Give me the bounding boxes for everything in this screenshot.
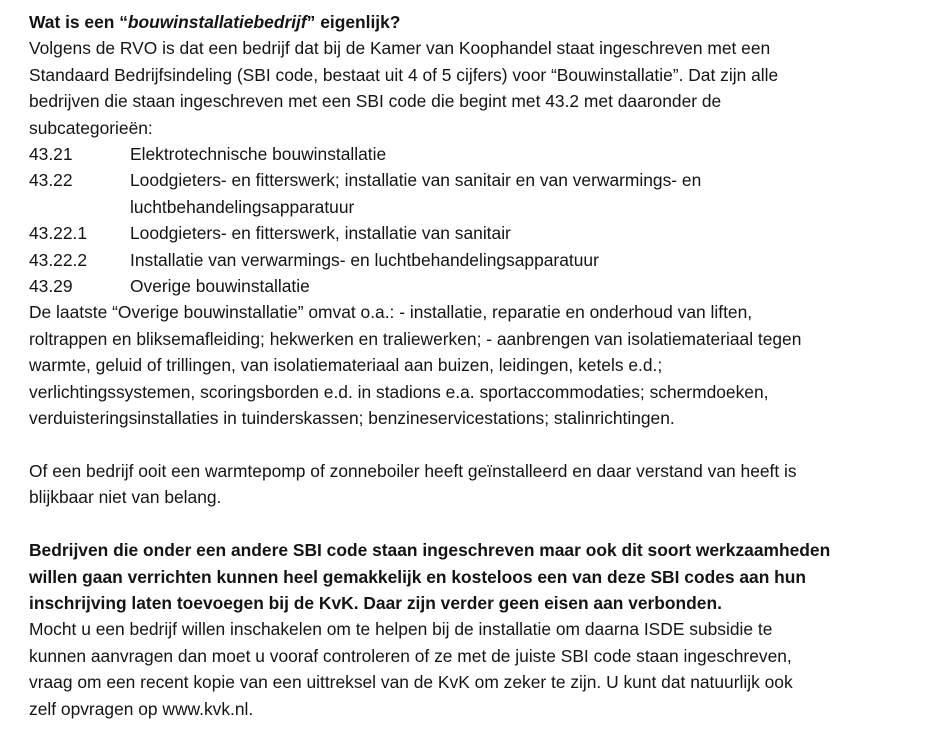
advice-line: vraag om een recent kopie van een uittreksel van de KvK om zeker te zijn. U kunt dat natuurlijk ook	[29, 672, 793, 693]
sbi-code-description: Loodgieters- en fitterswerk; installatie van sanitair en van verwarmings- en	[130, 170, 702, 191]
heading-prefix: Wat is een “	[29, 12, 128, 32]
advice-line: kunnen aanvragen dan moet u vooraf controleren of ze met de juiste SBI code staan ingeschreven,	[29, 645, 792, 666]
document-body	[29, 9, 924, 722]
sbi-code-spacer	[29, 194, 130, 220]
warmtepomp-paragraph	[29, 458, 924, 511]
overige-line: verlichtingssystemen, scoringsborden e.d. in stadions e.a. sportaccommodaties; schermdoeken,	[29, 381, 769, 402]
sbi-code: 43.22.1	[29, 223, 88, 244]
bold-paragraph	[29, 537, 924, 616]
sbi-code-description: Elektrotechnische bouwinstallatie	[130, 144, 387, 165]
sbi-code-description: Installatie van verwarmings- en luchtbehandelingsapparatuur	[130, 249, 599, 270]
warmtepomp-line: blijkbaar niet van belang.	[29, 487, 222, 508]
bold-line: Bedrijven die onder een andere SBI code staan ingeschreven maar ook dit soort werkzaamheden	[29, 540, 831, 561]
section-heading	[29, 9, 924, 35]
sbi-code-row	[29, 273, 924, 299]
paragraph-spacer	[29, 511, 924, 537]
sbi-code-list	[29, 141, 924, 299]
intro-line: subcategorieën:	[29, 117, 153, 138]
bold-line: inschrijving laten toevoegen bij de KvK. Daar zijn verder geen eisen aan verbonden.	[29, 592, 722, 613]
sbi-code: 43.21	[29, 144, 73, 165]
intro-line: Standaard Bedrijfsindeling (SBI code, bestaat uit 4 of 5 cijfers) voor “Bouwinstallatie”. Dat zijn alle	[29, 64, 779, 85]
sbi-code-row	[29, 167, 924, 193]
advice-paragraph	[29, 616, 924, 722]
warmtepomp-line: Of een bedrijf ooit een warmtepomp of zonneboiler heeft geïnstalleerd en daar verstand van heeft is	[29, 460, 797, 481]
overige-line: roltrappen en bliksemafleiding; hekwerken en traliewerken; - aanbrengen van isolatiemateriaal tegen	[29, 328, 802, 349]
overige-line: verduisteringsinstallaties in tuinderskassen; benzineservicestations; stalinrichtingen.	[29, 408, 675, 429]
advice-line: Mocht u een bedrijf willen inschakelen om te helpen bij de installatie om daarna ISDE subsidie te	[29, 619, 773, 640]
paragraph-spacer	[29, 432, 924, 458]
overige-line: De laatste “Overige bouwinstallatie” omvat o.a.: - installatie, reparatie en onderhoud van liften,	[29, 302, 753, 323]
bold-line: willen gaan verrichten kunnen heel gemakkelijk en kosteloos een van deze SBI codes aan hun	[29, 566, 807, 587]
sbi-code-row-continuation	[29, 194, 924, 220]
sbi-code-description: Overige bouwinstallatie	[130, 276, 310, 297]
heading-suffix: ” eigenlijk?	[306, 12, 401, 32]
sbi-code-row	[29, 220, 924, 246]
intro-paragraph	[29, 35, 924, 141]
sbi-code-row	[29, 141, 924, 167]
heading-term: bouwinstallatiebedrijf	[127, 12, 307, 32]
sbi-code: 43.22	[29, 170, 73, 191]
sbi-code-row	[29, 247, 924, 273]
sbi-code-description: luchtbehandelingsapparatuur	[130, 196, 355, 217]
sbi-code: 43.22.2	[29, 249, 88, 270]
advice-line: zelf opvragen op www.kvk.nl.	[29, 698, 254, 719]
sbi-code: 43.29	[29, 276, 73, 297]
overige-line: warmte, geluid of trillingen, van isolatiemateriaal aan buizen, leidingen, ketels e.d.;	[29, 355, 663, 376]
sbi-code-description: Loodgieters- en fitterswerk, installatie van sanitair	[130, 223, 511, 244]
intro-line: bedrijven die staan ingeschreven met een SBI code die begint met 43.2 met daaronder de	[29, 91, 722, 112]
intro-line: Volgens de RVO is dat een bedrijf dat bij de Kamer van Koophandel staat ingeschreven met een	[29, 38, 771, 59]
overige-paragraph	[29, 299, 924, 431]
